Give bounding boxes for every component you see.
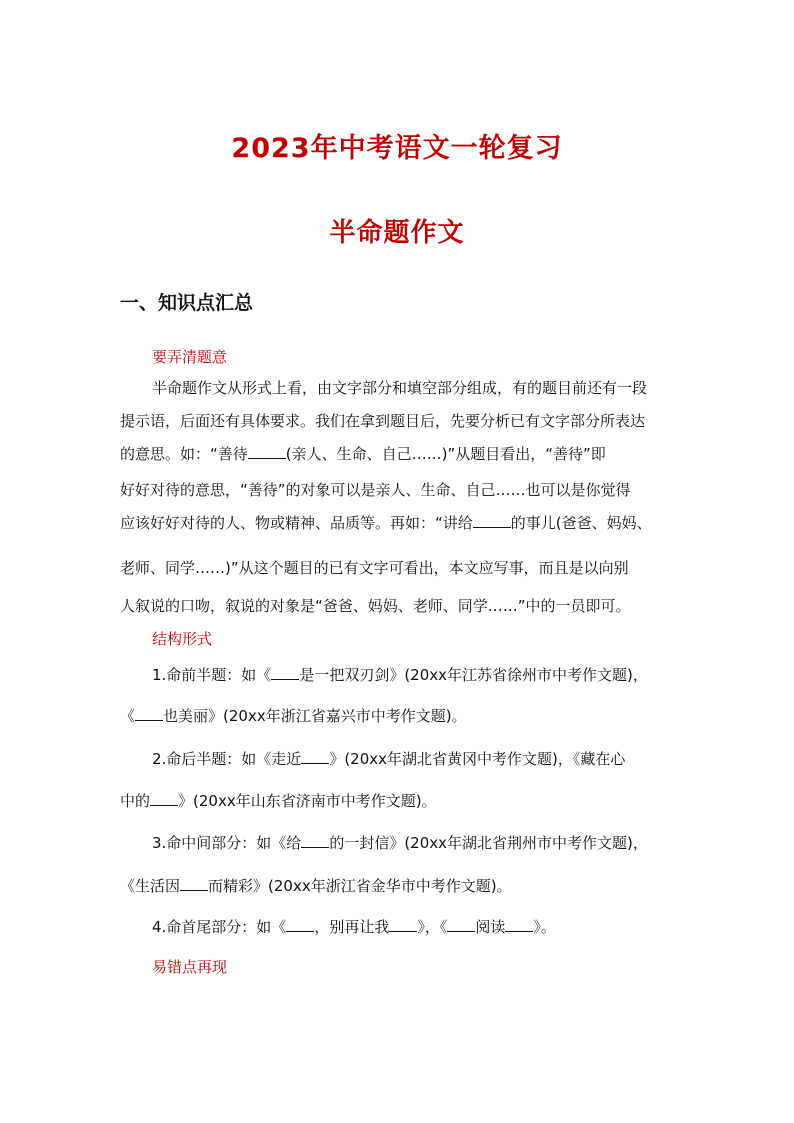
text-run: 《生活因 (120, 877, 181, 895)
text-run: 》。 (533, 918, 556, 936)
paragraph-line (120, 596, 631, 616)
list-item (152, 665, 648, 685)
paragraph-line (120, 558, 629, 578)
section-heading: 一、知识点汇总 (120, 292, 254, 314)
fill-blank (505, 917, 533, 932)
list-item-continued (120, 876, 512, 896)
text-run: 》(20xx年湖北省黄冈中考作文题)，《藏在心 (329, 750, 626, 768)
list-item-continued (120, 791, 437, 811)
text-run: 是一把双刃剑》(20xx年江苏省徐州市中考作文题)， (299, 666, 648, 684)
text-run: 的事儿(爸爸、妈妈、 (510, 514, 652, 532)
text-run: ，别再让我 (314, 918, 390, 936)
list-item (152, 749, 625, 769)
text-run: 应该好好对待的人、物或精神、品质等。再如：“讲给 (120, 514, 473, 532)
fill-blank (248, 444, 286, 459)
fill-blank (135, 706, 163, 721)
text-run: 的一封信》(20xx年湖北省荆州市中考作文题)， (329, 834, 648, 852)
text-run: 阅读 (475, 918, 506, 936)
text-run: 1.命前半题：如《 (152, 666, 272, 684)
fill-blank (286, 917, 314, 932)
subheading-common-errors: 易错点再现 (152, 958, 228, 976)
paragraph-line (152, 378, 647, 398)
text-run: 也美丽》(20xx年浙江省嘉兴市中考作文题)。 (163, 707, 467, 725)
text-run: 的意思。如：“善待 (120, 445, 248, 463)
subheading-structure-form: 结构形式 (152, 630, 213, 648)
text-run: 好好对待的意思，“善待”的对象可以是亲人、生命、自己……也可以是你觉得 (120, 481, 631, 499)
text-run: 《 (120, 707, 136, 725)
text-run: 半命题作文从形式上看，由文字部分和填空部分组成，有的题目前还有一段 (152, 379, 648, 397)
text-run: 老师、同学……)”从这个题目的已有文字可看出，本文应写事，而且是以向别 (120, 559, 629, 577)
document-title: 2023年中考语文一轮复习 (231, 133, 563, 164)
paragraph-line (120, 444, 606, 464)
paragraph-line (120, 480, 631, 500)
text-run: 提示语，后面还有具体要求。我们在拿到题目后，先要分析已有文字部分所表达 (120, 412, 646, 430)
text-run: 2.命后半题：如《走近 (152, 750, 302, 768)
text-run: 中的 (120, 792, 151, 810)
fill-blank (447, 917, 475, 932)
list-item-continued (120, 706, 467, 726)
text-run: 而精彩》(20xx年浙江省金华市中考作文题)。 (208, 877, 512, 895)
paragraph-line (120, 411, 645, 431)
paragraph-line (120, 513, 652, 533)
fill-blank (271, 665, 299, 680)
fill-blank (301, 749, 329, 764)
list-item (152, 917, 556, 937)
subheading-understand-topic: 要弄清题意 (152, 348, 228, 366)
text-run: 》(20xx年山东省济南市中考作文题)。 (178, 792, 437, 810)
text-run: 人叙说的口吻，叙说的对象是“爸爸、妈妈、老师、同学……”中的一员即可。 (120, 597, 631, 615)
text-run: 》，《 (417, 918, 448, 936)
text-run: (亲人、生命、自己……)”从题目看出，“善待”即 (285, 445, 606, 463)
document-subtitle: 半命题作文 (329, 218, 465, 248)
fill-blank (150, 791, 178, 806)
fill-blank (473, 513, 511, 528)
fill-blank (180, 876, 208, 891)
fill-blank (389, 917, 417, 932)
text-run: 3.命中间部分：如《给 (152, 834, 302, 852)
fill-blank (301, 833, 329, 848)
text-run: 4.命首尾部分：如《 (152, 918, 287, 936)
list-item (152, 833, 648, 853)
